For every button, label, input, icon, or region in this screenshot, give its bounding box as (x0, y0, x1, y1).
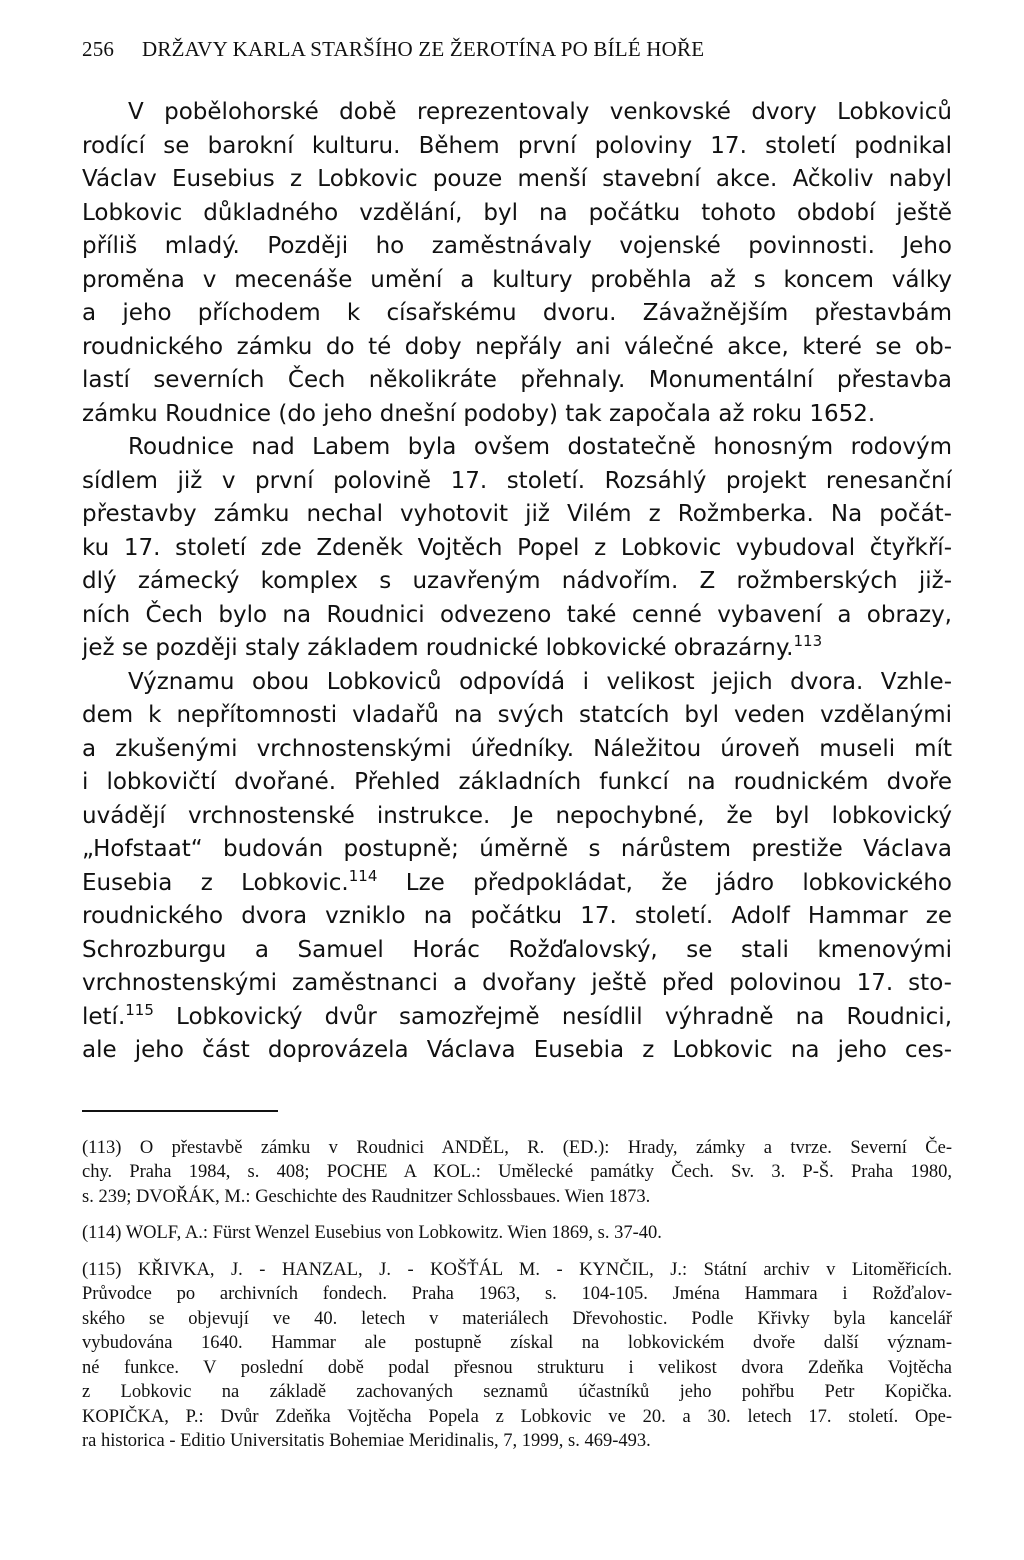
footnote-text: O přestavbě zámku v Roudnici ANDĚL, R. (ED.): Hrady, zámky a tvrze. Severní Če- (139, 1137, 952, 1158)
footnote-line: ského se objevují ve 40. letech v materiálech Dřevohostic. Podle Křivky byla kancelář (82, 1308, 952, 1329)
footnote-line: Průvodce po archivních fondech. Praha 1963, s. 104-105. Jména Hammara i Rožďalov- (82, 1284, 952, 1304)
footnote-115 (82, 1258, 952, 1454)
footnote-line: s. 239; DVOŘÁK, M.: Geschichte des Raudnitzer Schlossbaues. Wien 1873. (82, 1186, 651, 1207)
text-segment: Lobkovický dvůr samozřejmě nesídlil výhradně na Roudnici, (153, 1003, 952, 1030)
text-line: vrchnostenskými zaměstnanci a dvořany ještě před polovinou 17. sto- (82, 970, 952, 996)
text-line: dem k nepřítomnosti vladařů na svých statcích byl veden vzdělanými (82, 702, 952, 728)
text-line: ale jeho část doprovázela Václava Eusebia z Lobkovic na jeho ces- (82, 1037, 952, 1063)
footnote-113 (82, 1136, 952, 1210)
body-text (82, 96, 952, 1068)
text-segment: jež se později staly základem roudnické lobkovické obrazárny. (82, 635, 794, 661)
text-line: Schrozburgu a Samuel Horác Rožďalovský, se stali kmenovými (82, 936, 952, 963)
footnote-ref-115: 115 (125, 1000, 154, 1019)
text-segment: Lze předpokládat, že jádro lobkovického (377, 869, 952, 896)
footnote-number: (113) (82, 1137, 122, 1158)
text-line: sídlem již v první polovině 17. století. Rozsáhlý projekt renesanční (82, 467, 952, 494)
text-segment: Eusebia z Lobkovic. (82, 869, 349, 896)
footnote-line: chy. Praha 1984, s. 408; POCHE A KOL.: Umělecké památky Čech. Sv. 3. P-Š. Praha 1980, (82, 1162, 952, 1182)
running-title: DRŽAVY KARLA STARŠÍHO ZE ŽEROTÍNA PO BÍLÉ HOŘE (142, 37, 705, 61)
text-line: Roudnice nad Labem byla ovšem dostatečně honosným rodovým (128, 434, 952, 460)
footnotes (82, 1136, 952, 1454)
text-line: roudnického dvora vzniklo na počátku 17. století. Adolf Hammar ze (82, 903, 952, 929)
text-line: lastí severních Čech několikráte přehnaly. Monumentální přestavba (82, 367, 952, 393)
text-line-with-note (82, 1001, 952, 1035)
footnote-ref-113: 113 (793, 632, 823, 650)
footnote-ref-114: 114 (348, 866, 378, 885)
text-line: V pobělohorské době reprezentovaly venkovské dvory Lobkoviců (128, 99, 952, 125)
footnote-text: WOLF, A.: Fürst Wenzel Eusebius von Lobkowitz. Wien 1869, s. 37-40. (125, 1223, 662, 1243)
text-line: Lobkovic důkladného vzdělání, byl na počátku tohoto období ještě (82, 199, 952, 226)
footnote-number: (114) (82, 1223, 122, 1243)
text-line: příliš mladý. Později ho zaměstnávaly vojenské povinnosti. Jeho (82, 233, 952, 259)
footnote-114 (82, 1221, 952, 1246)
book-page (82, 34, 952, 1466)
text-line: dlý zámecký komplex s uzavřeným nádvořím. Z rožmberských již- (82, 568, 952, 594)
footnote-separator (82, 1110, 278, 1112)
text-segment: letí. (82, 1003, 126, 1030)
running-head (82, 34, 952, 64)
text-line: roudnického zámku do té doby nepřály ani válečné akce, které se ob- (82, 333, 952, 360)
text-line: a jeho příchodem k císařskému dvoru. Závažnějším přestavbám (82, 300, 952, 326)
footnote-line (82, 1221, 952, 1246)
text-line: ku 17. století zde Zdeněk Vojtěch Popel z Lobkovic vybudoval čtyřkří- (82, 534, 952, 561)
footnote-line: vybudována 1640. Hammar ale postupně získal na lobkovickém dvoře další význam- (82, 1333, 952, 1353)
footnote-text: KŘIVKA, J. - HANZAL, J. - KOŠŤÁL M. - KYNČIL, J.: Státní archiv v Litoměřicích. (137, 1259, 952, 1280)
text-line: ních Čech bylo na Roudnici odvezeno také cenné vybavení a obrazy, (82, 601, 952, 628)
text-line: „Hofstaat“ budován postupně; úměrně s nárůstem prestiže Václava (82, 836, 952, 862)
footnote-line: né funkce. V poslední době podal přesnou strukturu i velikost dvora Zdeňka Vojtěcha (82, 1357, 952, 1378)
text-line: přestavby zámku nechal vyhotovit již Vilém z Rožmberka. Na počát- (82, 501, 952, 527)
text-line: zámku Roudnice (do jeho dnešní podoby) tak započala až roku 1652. (82, 400, 876, 427)
text-line: Václav Eusebius z Lobkovic pouze menší stavební akce. Ačkoliv nabyl (82, 166, 952, 192)
text-line: proměna v mecenáše umění a kultury proběhla až s koncem války (82, 266, 952, 293)
text-line: i lobkovičtí dvořané. Přehled základních funkcí na roudnickém dvoře (82, 769, 952, 795)
text-line-with-note (82, 867, 952, 901)
footnote-line: z Lobkovic na základě zachovaných seznamů účastníků jeho pohřbu Petr Kopička. (82, 1382, 952, 1402)
text-line: rodící se barokní kulturu. Během první poloviny 17. století podnikal (82, 132, 952, 159)
footnote-line: ra historica - Editio Universitatis Bohemiae Meridinalis, 7, 1999, s. 469-493. (82, 1431, 651, 1451)
page-number: 256 (82, 37, 115, 61)
footnote-line: KOPIČKA, P.: Dvůr Zdeňka Vojtěcha Popela z Lobkovic ve 20. a 30. letech 17. století. Ope- (82, 1406, 952, 1427)
footnote-number: (115) (82, 1259, 122, 1280)
text-line: a zkušenými vrchnostenskými úředníky. Náležitou úroveň museli mít (82, 735, 952, 762)
text-line: Významu obou Lobkoviců odpovídá i velikost jejich dvora. Vzhle- (128, 668, 952, 695)
footnote-line (82, 1136, 952, 1161)
text-line-with-note (82, 632, 952, 666)
footnote-line (82, 1258, 952, 1283)
text-line: uvádějí vrchnostenské instrukce. Je nepochybné, že byl lobkovický (82, 802, 952, 829)
